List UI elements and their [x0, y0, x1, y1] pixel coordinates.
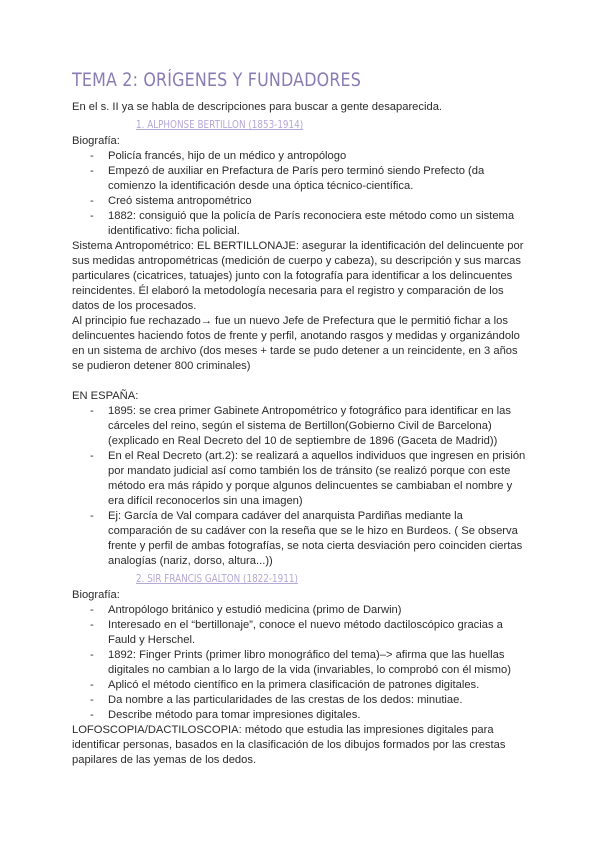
intro-paragraph: En el s. II ya se habla de descripciones para buscar a gente desaparecida. [72, 101, 443, 113]
document-page [72, 70, 530, 768]
list-item: - Antropólogo británico y estudió medicina (primo de Darwin) [72, 603, 530, 618]
list-item: - Policía francés, hijo de un médico y antropólogo [72, 149, 530, 164]
list-item: - Describe método para tomar impresiones digitales. [72, 708, 530, 723]
list-item: - 1882: consiguió que la policía de París reconociera este método como un sistema identificativo: ficha policial. [72, 209, 530, 239]
list-item: - Empezó de auxiliar en Prefactura de París pero terminó siendo Prefecto (da comienzo la identificación desde una óptica técnico-científica. [72, 164, 530, 194]
spain-label: EN ESPAÑA: [72, 390, 139, 402]
lofoscopia-paragraph: LOFOSCOPIA/DACTILOSCOPIA: método que estudia las impresiones digitales para identificar personas, basados en la clasificación de los dibujos formados por las crestas papilares de las yemas de los dedos. [72, 724, 506, 766]
list-item: - Ej: García de Val compara cadáver del anarquista Pardiñas mediante la comparación de su cadáver con la reseña que se le hizo en Burdeos. ( Se observa frente y perfil de ambas fotografías, se nota cierta desviación pero coinciden ciertas analogías (nariz, dorso, altura...)) [72, 509, 530, 569]
bio-label-galton: Biografía: [72, 589, 120, 601]
list-item: - 1895: se crea primer Gabinete Antropométrico y fotográfico para identificar en las cárceles del reino, según el sistema de Bertillon(Gobierno Civil de Barcelona) (explicado en Real Decreto del 10 de septiembre de 1896 (Gaceta de Madrid)) [72, 404, 530, 449]
list-item: - En el Real Decreto (art.2): se realizará a aquellos individuos que ingresen en prisión por mandato judicial así como también los de tránsito (se realizó porque con este método era más rápido y porque algunos delincuentes se cambiaban el nombre y era difícil reconocerlos sin una imagen) [72, 449, 530, 509]
section-heading-bertillon: 1. ALPHONSE BERTILLON (1853-1914) [136, 118, 304, 131]
bio-list-galton [72, 603, 530, 723]
page-title: TEMA 2: ORÍGENES Y FUNDADORES [72, 70, 362, 91]
bio-list-bertillon [72, 149, 530, 239]
spain-list [72, 404, 530, 569]
list-item: - Creó sistema antropométrico [72, 194, 530, 209]
list-item: - 1892: Finger Prints (primer libro monográfico del tema)–> afirma que las huellas digitales no cambian a lo largo de la vida (invariables, lo comprobó con él mismo) [72, 648, 530, 678]
bio-label-bertillon: Biografía: [72, 135, 120, 147]
section-heading-galton: 2. SIR FRANCIS GALTON (1822-1911) [136, 572, 298, 585]
rejection-paragraph: Al principio fue rechazado→ fue un nuevo Jefe de Prefectura que le permitió fichar a los delincuentes haciendo fotos de frente y perfil, anotando rasgos y medidas y organizándolo en un sistema de archivo (dos meses + tarde se pudo detener a un reincidente, en 3 años se pudieron detener 800 criminales) [72, 315, 520, 372]
bertillonaje-paragraph: Sistema Antropométrico: EL BERTILLONAJE: asegurar la identificación del delincuente por sus medidas antropométricas (medición de cuerpo y cabeza), su descripción y sus marcas particulares (cicatrices, tatuajes) junto con la fotografía para identificar a los delincuentes reincidentes. Él elaboró la metodología necesaria para el registro y comparación de los datos de los procesados. [72, 240, 524, 312]
list-item: - Aplicó el método científico en la primera clasificación de patrones digitales. [72, 678, 530, 693]
list-item: - Interesado en el “bertillonaje”, conoce el nuevo método dactiloscópico gracias a Fauld y Herschel. [72, 618, 530, 648]
list-item: - Da nombre a las particularidades de las crestas de los dedos: minutiae. [72, 693, 530, 708]
